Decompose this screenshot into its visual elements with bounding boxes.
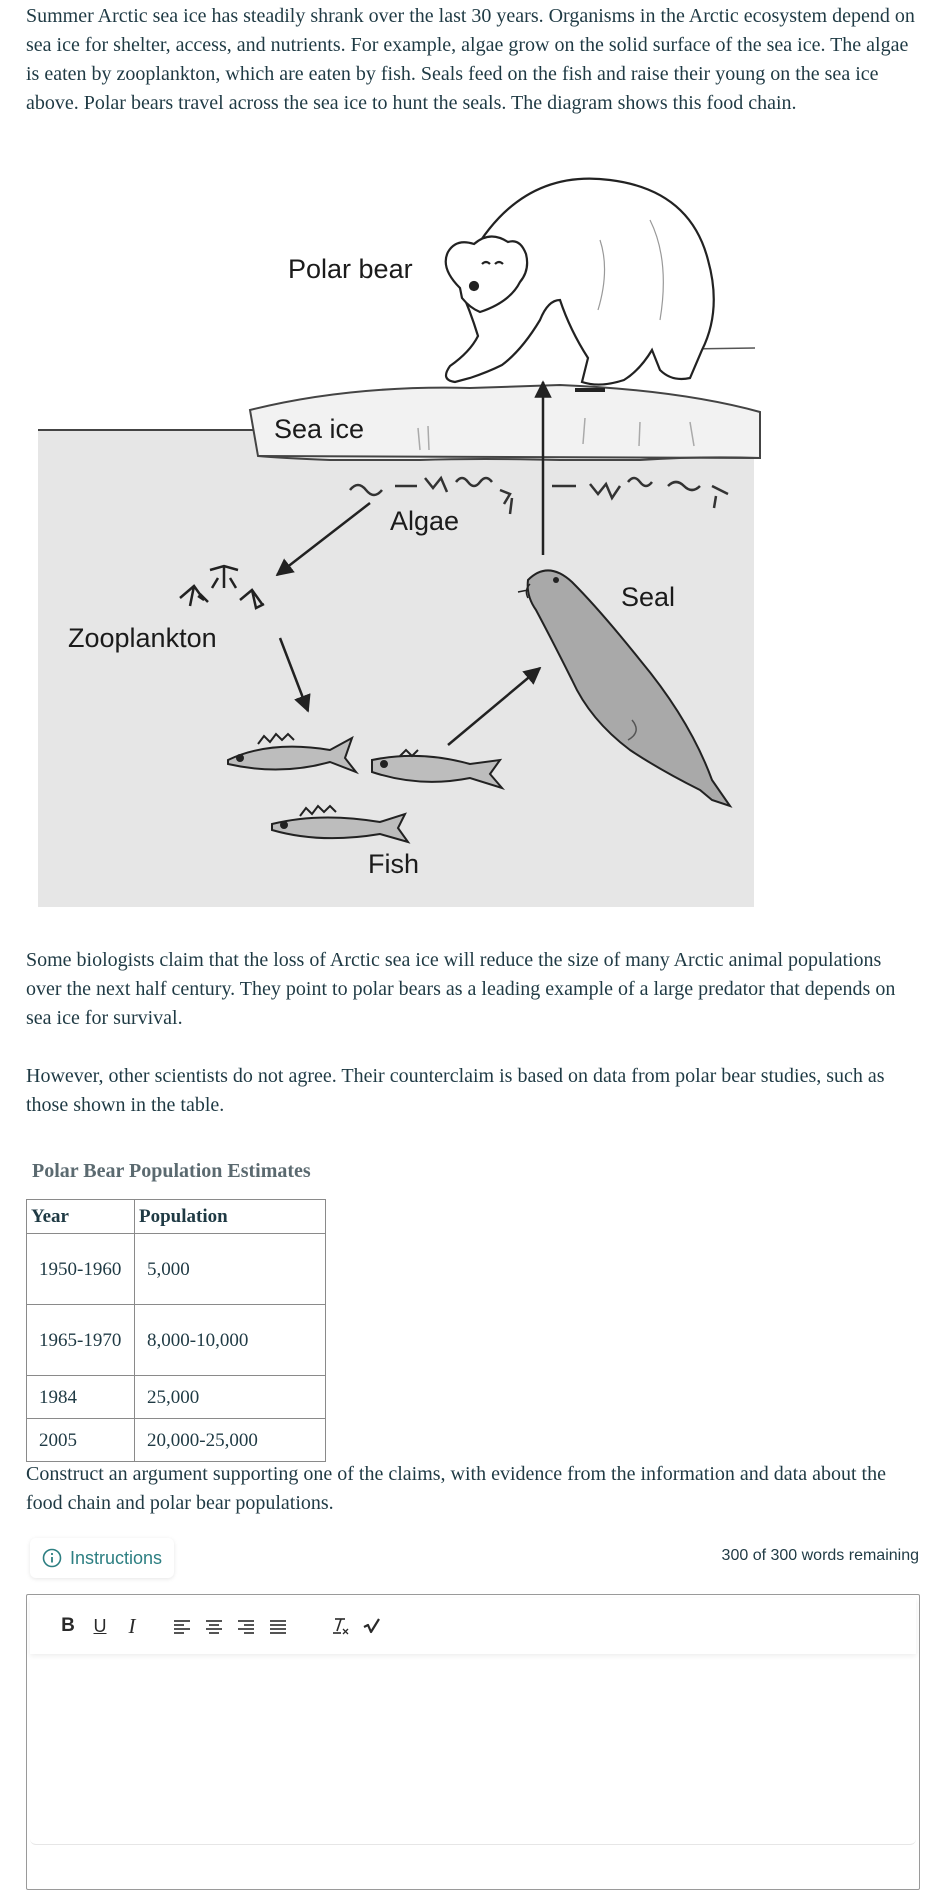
align-right-icon	[235, 1615, 257, 1637]
instructions-label: Instructions	[70, 1547, 163, 1568]
label-algae: Algae	[390, 506, 460, 536]
table-row	[27, 1305, 326, 1376]
cell-year: 2005	[27, 1419, 135, 1462]
cell-population: 5,000	[135, 1234, 326, 1305]
cell-year: 1950-1960	[27, 1234, 135, 1305]
cell-population: 20,000-25,000	[135, 1419, 326, 1462]
italic-button[interactable]: I	[128, 1613, 136, 1638]
math-button[interactable]	[356, 1610, 388, 1642]
intro-paragraph: Summer Arctic sea ice has steadily shrank over the last 30 years. Organisms in the Arctic ecosystem depend on sea ice for shelter, access, and nutrients. For example, algae grow on the solid surface of the sea ice. The algae is eaten by zooplankton, which are eaten by fish. Seals feed on the fish and raise their young on the sea ice above. Polar bears travel across the sea ice to hunt the seals. The diagram shows this food chain.	[26, 5, 915, 114]
underline-button[interactable]: U	[93, 1615, 107, 1636]
cell-population: 25,000	[135, 1376, 326, 1419]
editor-toolbar	[30, 1598, 916, 1654]
table-row	[27, 1234, 326, 1305]
table-caption: Polar Bear Population Estimates	[32, 1160, 311, 1182]
label-seal: Seal	[621, 582, 676, 612]
response-editor	[26, 1594, 920, 1890]
cell-population: 8,000-10,000	[135, 1305, 326, 1376]
table-header-year: Year	[27, 1200, 135, 1234]
cell-year: 1984	[27, 1376, 135, 1419]
response-text-area[interactable]	[30, 1657, 916, 1845]
counterclaim-paragraph: However, other scientists do not agree. Their counterclaim is based on data from polar bear studies, such as those shown in the table.	[26, 1065, 885, 1116]
justify-button[interactable]	[262, 1610, 294, 1642]
align-left-icon	[171, 1615, 193, 1637]
instructions-button[interactable]	[30, 1538, 174, 1578]
food-chain-diagram	[0, 160, 943, 910]
label-zooplankton: Zooplankton	[68, 623, 217, 653]
table-row	[27, 1419, 326, 1462]
table-row	[27, 1376, 326, 1419]
bold-button[interactable]: B	[61, 1615, 75, 1636]
label-sea-ice: Sea ice	[274, 414, 365, 444]
align-center-button[interactable]	[198, 1610, 230, 1642]
label-fish: Fish	[368, 849, 420, 879]
square-root-icon	[361, 1615, 383, 1637]
align-center-icon	[203, 1615, 225, 1637]
population-table	[26, 1199, 326, 1462]
word-count: 300 of 300 words remaining	[721, 1547, 919, 1564]
polar-bear-illustration	[446, 179, 714, 390]
justify-icon	[267, 1615, 289, 1637]
align-left-button[interactable]	[166, 1610, 198, 1642]
label-polar-bear: Polar bear	[288, 254, 413, 284]
cell-year: 1965-1970	[27, 1305, 135, 1376]
info-icon	[42, 1548, 62, 1568]
table-header-population: Population	[135, 1200, 326, 1234]
clear-formatting-button[interactable]	[324, 1610, 356, 1642]
align-right-button[interactable]	[230, 1610, 262, 1642]
prompt-paragraph: Construct an argument supporting one of the claims, with evidence from the information and data about the food chain and polar bear populations.	[26, 1463, 886, 1514]
claim-paragraph: Some biologists claim that the loss of Arctic sea ice will reduce the size of many Arctic animal populations over the next half century. They point to polar bears as a leading example of a large predator that depends on sea ice for survival.	[26, 949, 896, 1029]
clear-formatting-icon	[329, 1615, 351, 1637]
